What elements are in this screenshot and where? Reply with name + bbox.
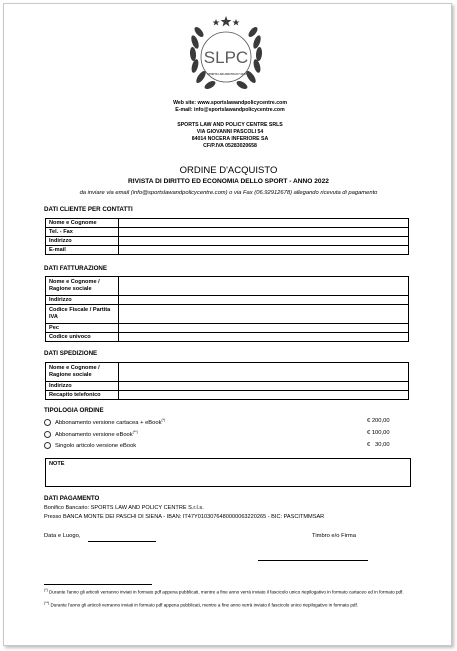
contact-table [45, 218, 409, 255]
field-label: Codice univoco [46, 333, 119, 342]
table-row [46, 382, 409, 391]
table-row [46, 228, 409, 237]
order-option-ebook[interactable] [44, 430, 138, 438]
field-label: Nome e Cognome [46, 219, 119, 228]
field-label: Nome e Cognome / Ragione sociale [46, 363, 119, 382]
section-heading-tipologia: TIPOLOGIA ORDINE [44, 407, 104, 414]
option-price: € 100,00 [367, 430, 390, 436]
option-label: Abbonamento versione cartacea + eBook [55, 419, 162, 426]
billing-name-field[interactable] [119, 277, 409, 296]
section-heading-contatti: DATI CLIENTE PER CONTATTI [44, 206, 133, 213]
notes-label: NOTE [49, 461, 65, 467]
shipping-phone-field[interactable] [119, 391, 409, 400]
order-option-print-ebook[interactable] [44, 418, 165, 426]
instructions: da inviare via email (info@sportslawandpolicycentre.com) o via Fax (06.92912678) allegando ricevuta di pagamento [79, 190, 378, 196]
section-heading-fatturazione: DATI FATTURAZIONE [44, 265, 108, 272]
table-row [46, 296, 409, 305]
tax-code-field[interactable] [119, 305, 409, 324]
footnote-2: (**) Durante l'anno gli articoli verranno inviati in formato pdf appena pubblicati, mentre a fine anno verrà inviato il fascicolo unico riepilogativo in formato pdf. [44, 601, 359, 608]
footnote-2-text: Durante l'anno gli articoli verranno inviati in formato pdf appena pubblicati, mentre a fine anno verrà inviato il fascicolo unico riepilogativo in formato pdf. [50, 602, 359, 608]
org-vat: CF/P.IVA 05283020658 [203, 143, 257, 149]
table-row [46, 277, 409, 296]
option-label: Singolo articolo versione eBook [55, 443, 137, 450]
option-label: Abbonamento versione eBook [55, 431, 133, 438]
field-label: E-mail [46, 246, 119, 255]
address-field[interactable] [119, 237, 409, 246]
field-label: Codice Fiscale / Partita IVA [46, 305, 119, 324]
radio-button[interactable] [44, 419, 51, 426]
name-field[interactable] [119, 219, 409, 228]
billing-address-field[interactable] [119, 296, 409, 305]
order-option-single-article[interactable] [44, 442, 136, 449]
signature-line[interactable] [258, 560, 368, 561]
field-label: Indirizzo [46, 296, 119, 305]
date-place-label: Data e Luogo, [44, 533, 81, 539]
org-street: VIA GIOVANNI PASCOLI 54 [196, 129, 264, 135]
field-label: Indirizzo [46, 237, 119, 246]
section-heading-spedizione: DATI SPEDIZIONE [44, 350, 98, 357]
table-row [46, 219, 409, 228]
org-name: SPORTS LAW AND POLICY CENTRE SRLS [177, 122, 283, 128]
footnote-1: (*) Durante l'anno gli articoli verranno inviati in formato pdf appena pubblicati, mentre a fine anno verrà inviato il fascicolo unico riepilogativo in formato cartaceo ed in formato pdf. [44, 588, 404, 595]
field-label: Nome e Cognome / Ragione sociale [46, 277, 119, 296]
table-row [46, 324, 409, 333]
phone-field[interactable] [119, 228, 409, 237]
website-line: Web site: www.sportslawandpolicycentre.com [173, 100, 287, 106]
field-label: Tel. - Fax [46, 228, 119, 237]
billing-table [45, 276, 409, 342]
payment-beneficiary: Bonifico Bancario: SPORTS LAW AND POLICY CENTRE S.r.l.s. [44, 505, 204, 511]
svg-text:SLPC: SLPC [203, 48, 249, 67]
pec-field[interactable] [119, 324, 409, 333]
footnote-divider [44, 584, 152, 585]
field-label: Recapito telefonico [46, 391, 119, 400]
table-row [46, 391, 409, 400]
date-place-line[interactable] [88, 541, 156, 542]
field-label: Pec [46, 324, 119, 333]
table-row [46, 305, 409, 324]
option-price: € 200,00 [367, 418, 390, 424]
shipping-table [45, 362, 409, 400]
footnote-mark: (**) [132, 430, 138, 434]
table-row [46, 363, 409, 382]
org-city: 84014 NOCERA INFERIORE SA [191, 136, 269, 142]
shipping-name-field[interactable] [119, 363, 409, 382]
stamp-signature-label: Timbro e/o Firma [312, 533, 356, 539]
table-row [46, 237, 409, 246]
slpc-logo [183, 12, 269, 96]
email-field[interactable] [119, 246, 409, 255]
shipping-address-field[interactable] [119, 382, 409, 391]
radio-button[interactable] [44, 431, 51, 438]
table-row [46, 246, 409, 255]
page-title: ORDINE D'ACQUISTO [179, 165, 278, 176]
footnote-mark: (*) [161, 418, 166, 422]
radio-button[interactable] [44, 442, 51, 449]
payment-bank-iban: Presso BANCA MONTE DEI PASCHI DI SIENA - IBAN: IT47Y0103076480000063220265 - BIC: PASCITMMSAR [44, 514, 325, 520]
unique-code-field[interactable] [119, 333, 409, 342]
email-line: E-mail: info@sportslawandpolicycentre.com [175, 107, 285, 113]
notes-textarea[interactable] [45, 458, 411, 487]
table-row [46, 333, 409, 342]
field-label: Indirizzo [46, 382, 119, 391]
svg-text:SPORTS LAW AND POLICY CENTRE: SPORTS LAW AND POLICY CENTRE [207, 73, 251, 76]
section-heading-pagamento: DATI PAGAMENTO [44, 495, 100, 502]
page-subtitle: RIVISTA DI DIRITTO ED ECONOMIA DELLO SPORT - ANNO 2022 [128, 178, 329, 185]
footnote-1-text: Durante l'anno gli articoli verranno inviati in formato pdf appena pubblicati, mentre a fine anno verrà inviato il fascicolo unico riepilogativo in formato cartaceo ed in formato pdf. [49, 589, 404, 595]
option-price: € 30,00 [367, 442, 390, 448]
